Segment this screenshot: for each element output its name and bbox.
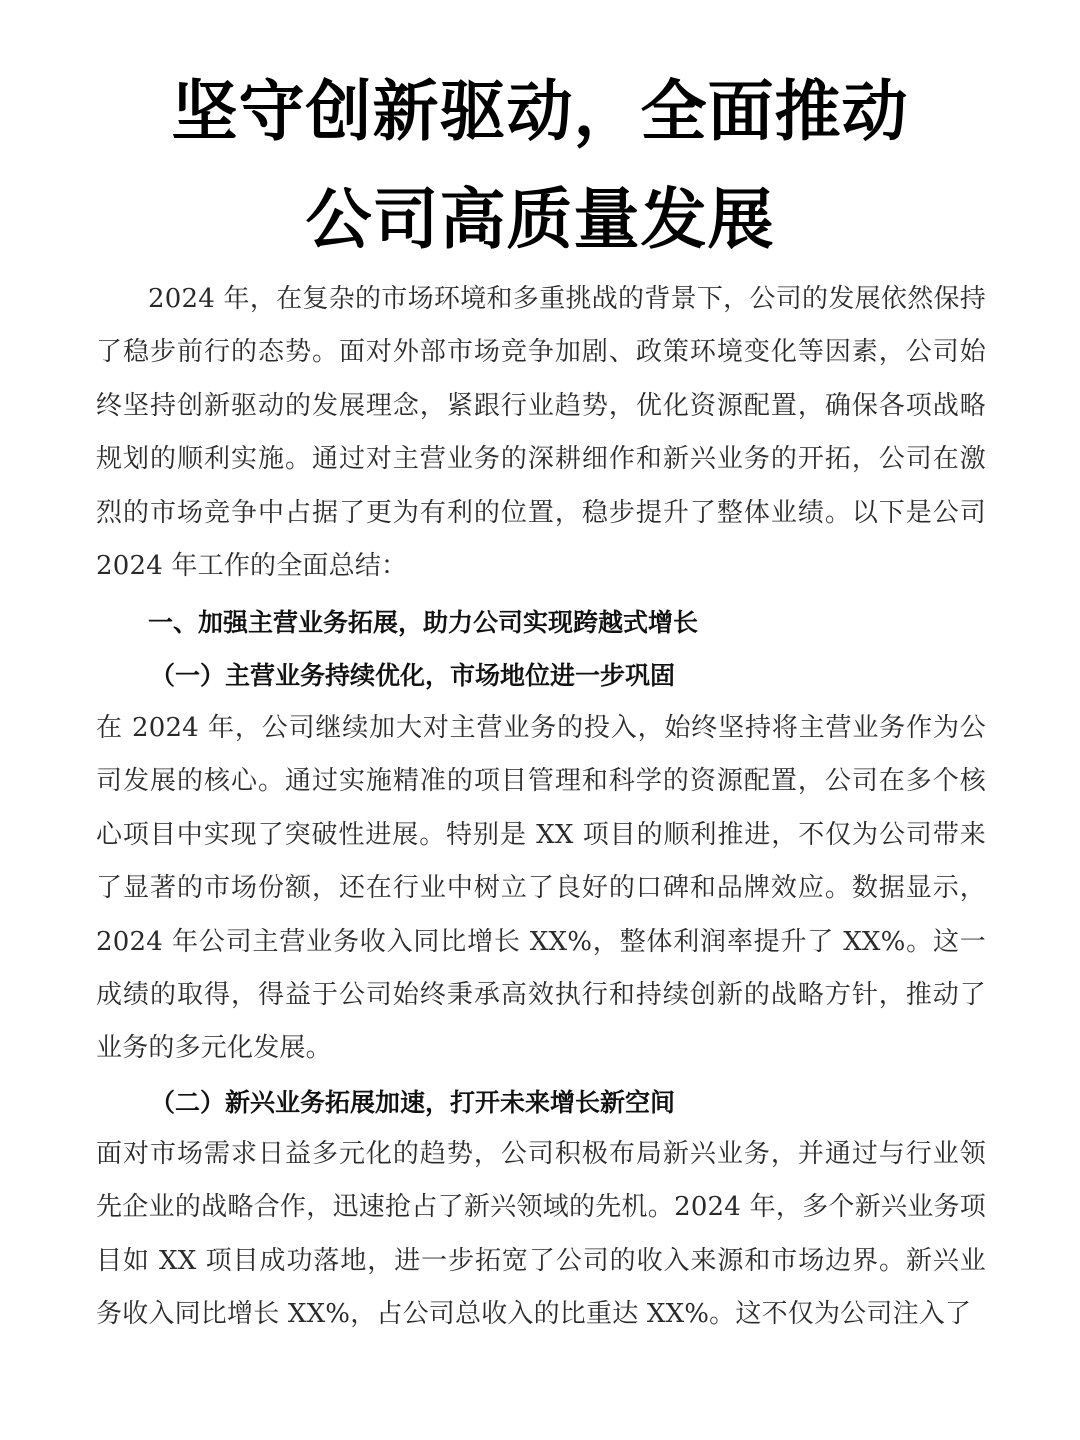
- subsection-1-body: 在 2024 年，公司继续加大对主营业务的投入，始终坚持将主营业务作为公司发展的核心。通过实施精准的项目管理和科学的资源配置，公司在多个核心项目中实现了突破性进展。特别是 XX 项目的顺利推进，不仅为公司带来了显著的市场份额，还在行业中树立了良好的口碑和品牌效应。数据显示，2024 年公司主营业务收入同比增长 XX%，整体利润率提升了 XX%。这一成绩的取得，得益于公司始终秉承高效执行和持续创新的战略方针，推动了业务的多元化发展。: [96, 713, 986, 1064]
- document-title-line-2: 公司高质量发展: [305, 181, 775, 258]
- section-1-heading: 一、加强主营业务拓展，助力公司实现跨越式增长: [148, 608, 699, 637]
- document-title-line-1: 坚守创新驱动，全面推动: [171, 73, 909, 150]
- intro-paragraph: 2024 年，在复杂的市场环境和多重挑战的背景下，公司的发展依然保持了稳步前行的态势。面对外部市场竞争加剧、政策环境变化等因素，公司始终坚持创新驱动的发展理念，紧跟行业趋势，优化资源配置，确保各项战略规划的顺利实施。通过对主营业务的深耕细作和新兴业务的开拓，公司在激烈的市场竞争中占据了更为有利的位置，稳步提升了整体业绩。以下是公司 2024 年工作的全面总结：: [96, 284, 986, 582]
- subsection-1-heading: （一）主营业务持续优化，市场地位进一步巩固: [150, 661, 676, 690]
- subsection-2-heading: （二）新兴业务拓展加速，打开未来增长新空间: [150, 1088, 676, 1117]
- subsection-2-body: 面对市场需求日益多元化的趋势，公司积极布局新兴业务，并通过与行业领先企业的战略合作，迅速抢占了新兴领域的先机。2024 年，多个新兴业务项目如 XX 项目成功落地，进一步拓宽了公司的收入来源和市场边界。新兴业务收入同比增长 XX%，占公司总收入的比重达 XX%。这不仅为公司注入了: [96, 1139, 986, 1330]
